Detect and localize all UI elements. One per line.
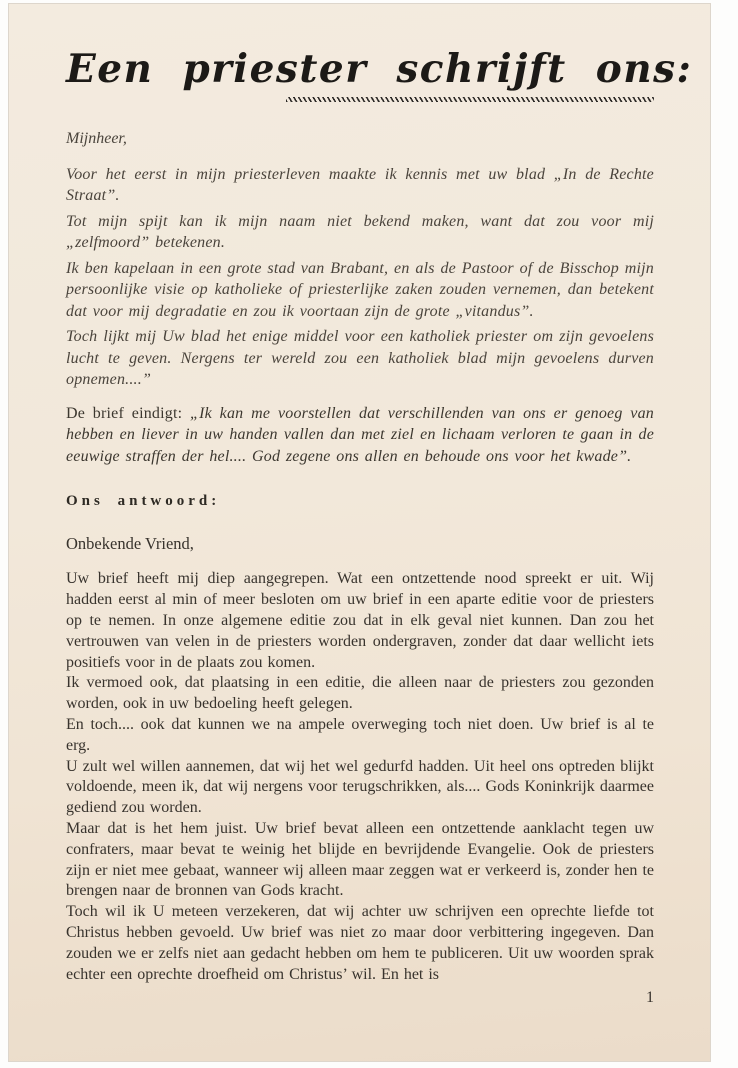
answer-paragraph: En toch.... ook dat kunnen we na ampele overweging toch niet doen. Uw brief is al te erg. xyxy=(66,715,654,754)
answer-paragraph: Uw brief heeft mij diep aangegrepen. Wat een ontzettende nood spreekt er uit. Wij hadden eerst al min of meer besloten om uw brief in een aparte editie voor de priesters op te nemen. In onze algemene editie zou dat in elk geval niet kunnen. Dan zou het vertrouwen van velen in de priesters worden ondergraven, zonder dat daar wellicht iets positiefs voor in de plaats zou komen. xyxy=(66,570,654,671)
editor-answer-section xyxy=(66,493,654,985)
priest-letter-section xyxy=(66,130,654,468)
letter-paragraph: Voor het eerst in mijn priesterleven maakte ik kennis met uw blad „In de Rechte Straat”. xyxy=(66,165,654,205)
answer-heading: Ons antwoord: xyxy=(66,493,221,510)
letter-closing-paragraph xyxy=(66,403,654,468)
page-number: 1 xyxy=(646,989,654,1007)
answer-paragraph: Maar dat is het hem juist. Uw brief bevat alleen een ontzettende aanklacht tegen uw confraters, maar bevat te weinig het blijde en bevrijdende Evangelie. Ook de priesters zijn er niet mee gebaat, wanneer wij alleen maar zeggen wat er verkeerd is, zonder hen te brengen naar de bronnen van Gods kracht. xyxy=(66,819,654,900)
answer-body xyxy=(66,569,654,985)
answer-paragraph: U zult wel willen aannemen, dat wij het wel gedurfd hadden. Uit heel ons optreden blijkt voldoende, meen ik, dat wij nergens voor terugschrikken, als.... Gods Koninkrijk daarmee gediend zou worden. xyxy=(66,757,654,817)
page-title: Een priester schrijft ons: xyxy=(66,46,693,92)
letter-paragraph: Toch lijkt mij Uw blad het enige middel voor een katholiek priester om zijn gevoelens lucht te geven. Nergens ter wereld zou een katholiek blad mijn gevoelens durven opnemen....” xyxy=(66,328,654,389)
answer-salutation: Onbekende Vriend, xyxy=(66,534,194,554)
letter-closing-quote: „Ik kan me voorstellen dat verschillenden van ons er genoeg van hebben en liever in uw handen vallen dan met ziel en lichaam verloren te gaan in de eeuwige straffen der hel.... God zegene ons allen en behoude ons voor het kwade”. xyxy=(66,404,654,465)
letter-paragraph: Ik ben kapelaan in een grote stad van Brabant, en als de Pastoor of de Bisschop mijn persoonlijke visie op katholieke of priesterlijke zaken zouden vernemen, dan betekent dat voor mij degradatie en zou ik voortaan zijn de grote „vitandus”. xyxy=(66,259,654,320)
scanned-page xyxy=(8,3,711,1062)
answer-paragraph: Ik vermoed ook, dat plaatsing in een editie, die alleen naar de priesters zou gezonden worden, ook in uw bedoeling heeft gelegen. xyxy=(66,674,654,713)
letter-paragraph: Tot mijn spijt kan ik mijn naam niet bekend maken, want dat zou voor mij „zelfmoord” betekenen. xyxy=(66,212,654,252)
letter-salutation: Mijnheer, xyxy=(66,129,127,147)
answer-paragraph: Toch wil ik U meteen verzekeren, dat wij achter uw schrijven een oprechte liefde tot Christus hebben gevoeld. Uw brief was niet zo maar door verbittering ingegeven. Dan zouden we er zelfs niet aan gedacht hebben om hem te publiceren. Uit uw woorden sprak echter een oprechte droefheid om Christus’ wil. En het is xyxy=(66,903,654,983)
title-squiggle-rule xyxy=(286,97,654,102)
letter-closing-intro: De brief eindigt: xyxy=(66,404,190,422)
